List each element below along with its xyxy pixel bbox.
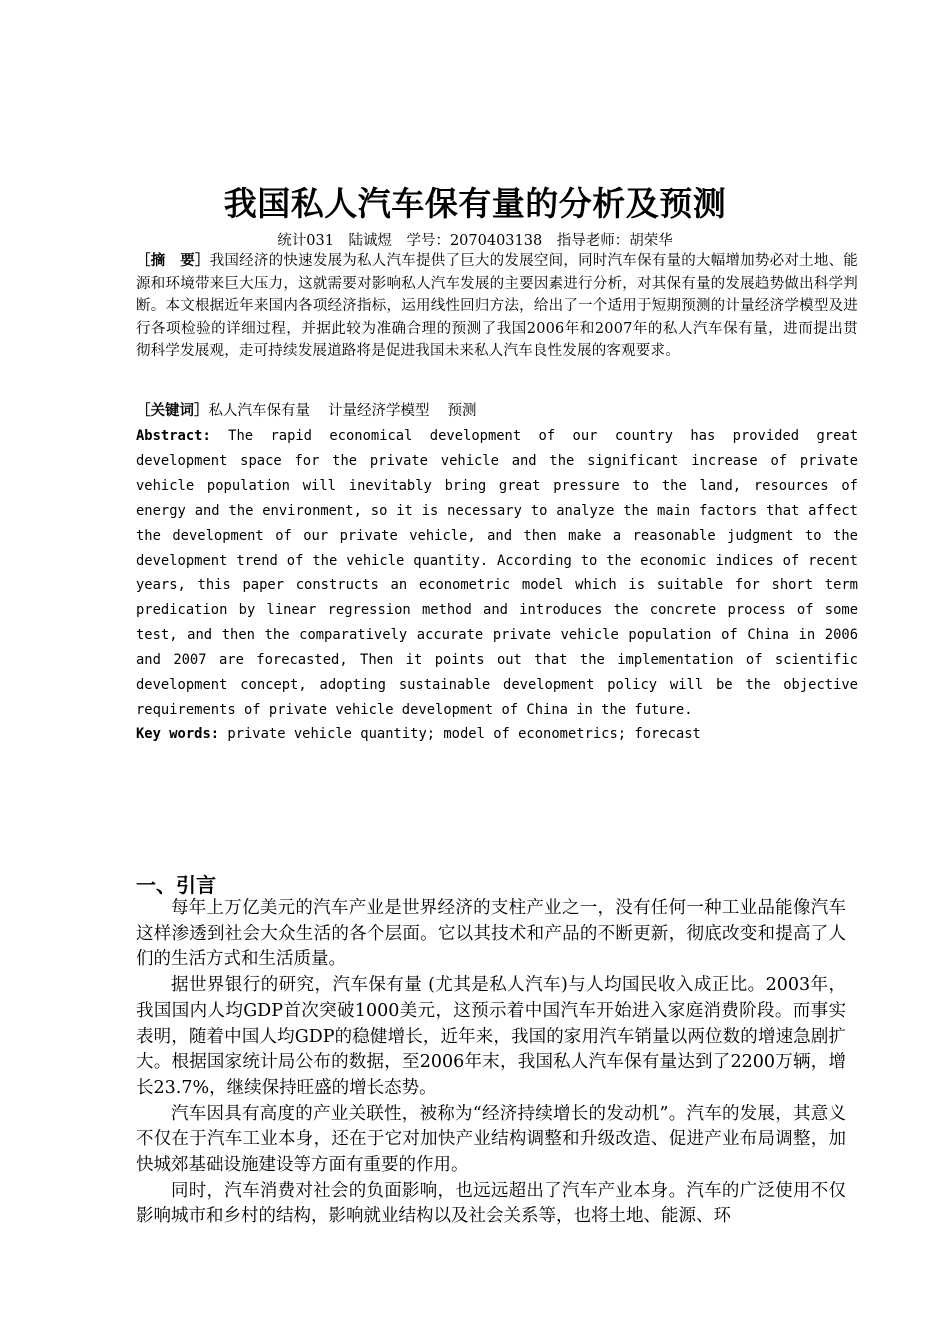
- english-abstract-label: Abstract:: [136, 428, 211, 444]
- section-body: [136, 896, 846, 1230]
- english-keywords: [136, 722, 858, 746]
- english-abstract: [136, 424, 858, 723]
- section-heading: 一、引言: [136, 873, 216, 897]
- keywords-label: ［关键词］: [136, 403, 209, 419]
- abstract-label: ［摘 要］: [136, 253, 210, 269]
- body-paragraph: 同时，汽车消费对社会的负面影响，也远远超出了汽车产业本身。汽车的广泛使用不仅影响城市和乡村的结构，影响就业结构以及社会关系等，也将土地、能源、环: [136, 1180, 846, 1227]
- english-keywords-text: private vehicle quantity; model of econometrics; forecast: [227, 726, 701, 742]
- english-keywords-label: Key words:: [136, 726, 220, 742]
- keyword-item: 预测: [447, 403, 477, 419]
- paper-title: 我国私人汽车保有量的分析及预测: [223, 184, 727, 223]
- body-paragraph: 据世界银行的研究，汽车保有量 (尤其是私人汽车)与人均国民收入成正比。2003年，我国国内人均GDP首次突破1000美元，这预示着中国汽车开始进入家庭消费阶段。而事实表明，随着中国人均GDP的稳健增长，近年来，我国的家用汽车销量以两位数的增速急剧扩大。根据国家统计局公布的数据，至2006年末，我国私人汽车保有量达到了2200万辆，增长23.7%，继续保持旺盛的增长态势。: [136, 975, 846, 1098]
- body-paragraph: 每年上万亿美元的汽车产业是世界经济的支柱产业之一，没有任何一种工业品能像汽车这样渗透到社会大众生活的各个层面。它以其技术和产品的不断更新，彻底改变和提高了人们的生活方式和生活质量。: [136, 898, 846, 970]
- chinese-abstract: [136, 250, 858, 363]
- body-paragraph: 汽车因具有高度的产业关联性，被称为“经济持续增长的发动机”。汽车的发展，其意义不仅在于汽车工业本身，还在于它对加快产业结构调整和升级改造、促进产业布局调整，加快城郊基础设施建设等方面有重要的作用。: [136, 1103, 846, 1176]
- abstract-text: 我国经济的快速发展为私人汽车提供了巨大的发展空间，同时汽车保有量的大幅增加势必对土地、能源和环境带来巨大压力，这就需要对影响私人汽车发展的主要因素进行分析，对其保有量的发展趋势做出科学判断。本文根据近年来国内各项经济指标，运用线性回归方法，给出了一个适用于短期预测的计量经济学模型及进行各项检验的详细过程，并据此较为准确合理的预测了我国2006年和2007年的私人汽车保有量，进而提出贯彻科学发展观，走可持续发展道路将是促进我国未来私人汽车良性发展的客观要求。: [136, 253, 859, 359]
- english-abstract-text: The rapid economical development of our country has provided great development space for the private vehicle and the significant increase of private vehicle population will inevitably bring great pressure to the land, resources of energy and the environment, so it is necessary to analyze the main factors that affect the development of our private vehicle, and then make a reasonable judgment to the development trend of the vehicle quantity. According to the economic indices of recent years, this paper constructs an econometric model which is suitable for short term predication by linear regression method and introduces the concrete process of some test, and then the comparatively accurate private vehicle population of China in 2006 and 2007 are forecasted, Then it points out that the implementation of scientific development concept, adopting sustainable development policy will be the objective requirements of private vehicle development of China in the future.: [136, 428, 858, 718]
- author-line: 统计031 陆诚煜 学号：2070403138 指导老师：胡荣华: [277, 233, 673, 249]
- keyword-item: 私人汽车保有量: [208, 403, 310, 419]
- keyword-item: 计量经济学模型: [328, 403, 430, 419]
- chinese-keywords: [136, 400, 858, 422]
